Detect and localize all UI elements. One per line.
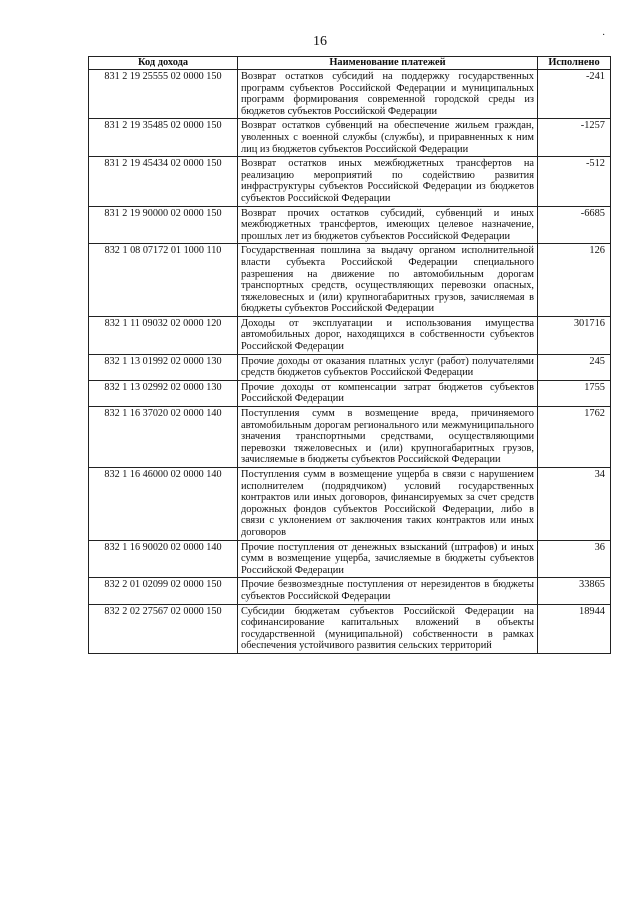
row-name: Прочие доходы от компенсации затрат бюджетов субъектов Российской Федерации bbox=[238, 380, 538, 406]
row-code: 832 1 16 90020 02 0000 140 bbox=[89, 540, 238, 578]
row-amount: 1755 bbox=[538, 380, 611, 406]
table-row bbox=[89, 206, 611, 244]
revenue-table bbox=[88, 56, 611, 654]
table-row bbox=[89, 407, 611, 468]
row-code: 832 1 08 07172 01 1000 110 bbox=[89, 244, 238, 317]
header-name: Наименование платежей bbox=[238, 57, 538, 70]
table-row bbox=[89, 316, 611, 354]
row-name: Доходы от эксплуатации и использования имущества автомобильных дорог, находящихся в собственности субъектов Российской Федерации bbox=[238, 316, 538, 354]
row-code: 831 2 19 90000 02 0000 150 bbox=[89, 206, 238, 244]
table-row bbox=[89, 70, 611, 119]
row-name: Государственная пошлина за выдачу органом исполнительной власти субъекта Российской Федерации специального разрешения на движение по автомобильным дорогам транспортных средств, осуществляющих перевозки опасных, тяжеловесных и (или) крупногабаритных грузов, зачисляемая в бюджеты субъектов Российской Федерации bbox=[238, 244, 538, 317]
row-amount: 245 bbox=[538, 354, 611, 380]
row-code: 831 2 19 35485 02 0000 150 bbox=[89, 119, 238, 157]
table-row bbox=[89, 540, 611, 578]
row-name: Субсидии бюджетам субъектов Российской Федерации на софинансирование капитальных вложений в объекты государственной (муниципальной) собственности в рамках обеспечения устойчивого развития сельских территорий bbox=[238, 604, 538, 653]
row-name: Поступления сумм в возмещение вреда, причиняемого автомобильным дорогам регионального или межмуниципального значения транспортными средствами, осуществляющими перевозки тяжеловесных и (или) крупногабаритных грузов, зачисляемые в бюджеты субъектов Российской Федерации bbox=[238, 407, 538, 468]
header-code: Код дохода bbox=[89, 57, 238, 70]
page-number: 16 bbox=[313, 34, 327, 49]
table-row bbox=[89, 578, 611, 604]
header-amount: Исполнено bbox=[538, 57, 611, 70]
row-amount: 1762 bbox=[538, 407, 611, 468]
table-body bbox=[89, 70, 611, 654]
row-name: Возврат остатков субсидий на поддержку государственных программ субъектов Российской Федерации и муниципальных программ формирования современной городской среды из бюджетов субъектов Российской Федерации bbox=[238, 70, 538, 119]
row-code: 832 2 02 27567 02 0000 150 bbox=[89, 604, 238, 653]
table-row bbox=[89, 468, 611, 541]
row-name: Прочие безвозмездные поступления от нерезидентов в бюджеты субъектов Российской Федерации bbox=[238, 578, 538, 604]
table-row bbox=[89, 244, 611, 317]
margin-dot: · bbox=[602, 30, 606, 41]
row-code: 832 1 13 02992 02 0000 130 bbox=[89, 380, 238, 406]
row-code: 831 2 19 45434 02 0000 150 bbox=[89, 157, 238, 206]
row-amount: -6685 bbox=[538, 206, 611, 244]
row-code: 832 2 01 02099 02 0000 150 bbox=[89, 578, 238, 604]
row-code: 832 1 16 37020 02 0000 140 bbox=[89, 407, 238, 468]
row-amount: 301716 bbox=[538, 316, 611, 354]
row-code: 832 1 11 09032 02 0000 120 bbox=[89, 316, 238, 354]
row-name: Прочие доходы от оказания платных услуг (работ) получателями средств бюджетов субъектов Российской Федерации bbox=[238, 354, 538, 380]
row-amount: 33865 bbox=[538, 578, 611, 604]
row-amount: 36 bbox=[538, 540, 611, 578]
table-header-row bbox=[89, 57, 611, 70]
row-code: 832 1 13 01992 02 0000 130 bbox=[89, 354, 238, 380]
row-amount: 18944 bbox=[538, 604, 611, 653]
row-code: 831 2 19 25555 02 0000 150 bbox=[89, 70, 238, 119]
row-amount: -1257 bbox=[538, 119, 611, 157]
row-amount: 126 bbox=[538, 244, 611, 317]
table-row bbox=[89, 119, 611, 157]
row-name: Возврат остатков субвенций на обеспечение жильем граждан, уволенных с военной службы (службы), и приравненных к ним лиц из бюджетов субъектов Российской Федерации bbox=[238, 119, 538, 157]
row-amount: -241 bbox=[538, 70, 611, 119]
row-code: 832 1 16 46000 02 0000 140 bbox=[89, 468, 238, 541]
table-row bbox=[89, 380, 611, 406]
row-name: Поступления сумм в возмещение ущерба в связи с нарушением исполнителем (подрядчиком) условий государственных контрактов или иных договоров, финансируемых за счет средств дорожных фондов субъектов Российской Федерации, либо в связи с уклонением от заключения таких контрактов или иных договоров bbox=[238, 468, 538, 541]
table-row bbox=[89, 604, 611, 653]
table-row bbox=[89, 157, 611, 206]
row-amount: -512 bbox=[538, 157, 611, 206]
row-amount: 34 bbox=[538, 468, 611, 541]
row-name: Прочие поступления от денежных взысканий (штрафов) и иных сумм в возмещение ущерба, зачисляемые в бюджеты субъектов Российской Федерации bbox=[238, 540, 538, 578]
row-name: Возврат остатков иных межбюджетных трансфертов на реализацию мероприятий по содействию развития инфраструктуры субъектов Российской Федерации из бюджетов субъектов Российской Федерации bbox=[238, 157, 538, 206]
row-name: Возврат прочих остатков субсидий, субвенций и иных межбюджетных трансфертов, имеющих целевое назначение, прошлых лет из бюджетов субъектов Российской Федерации bbox=[238, 206, 538, 244]
table-row bbox=[89, 354, 611, 380]
